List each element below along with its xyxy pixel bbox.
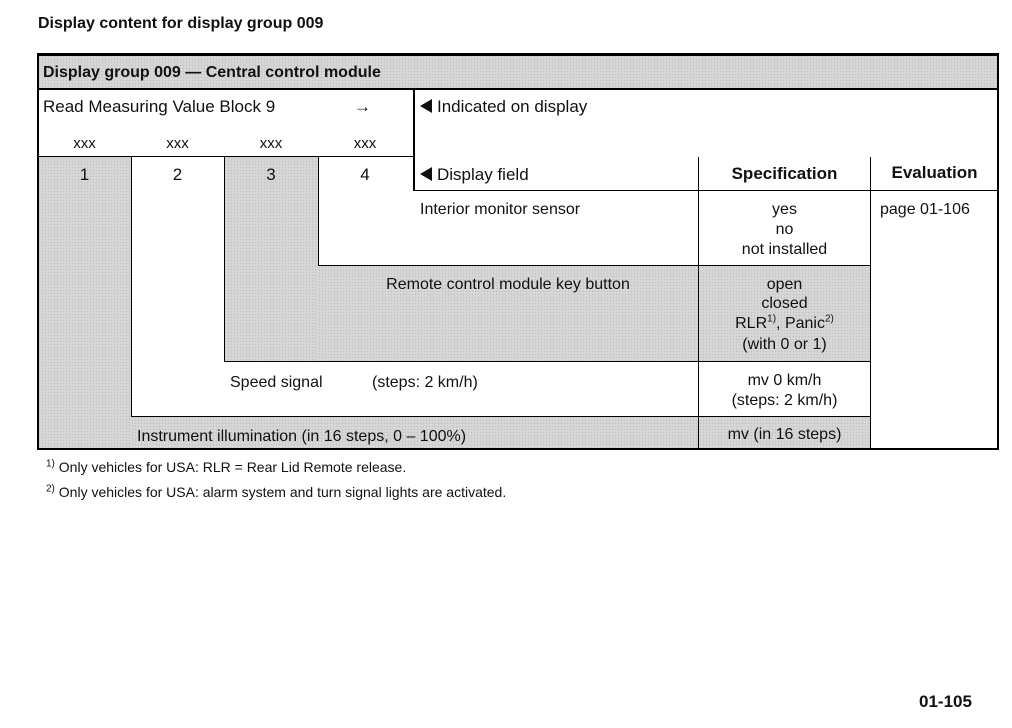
evaluation-page-ref: page 01-106 [880, 201, 970, 218]
spec-speed-steps: (steps: 2 km/h) [731, 392, 838, 409]
read-block-label: Read Measuring Value Block 9 [43, 97, 276, 116]
display-field-header [420, 165, 529, 184]
display-field-label: Display field [437, 165, 529, 184]
field-1-column [38, 157, 131, 449]
instrument-illumination-label: Instrument illumination (in 16 steps, 0 – 100%) [137, 428, 467, 445]
spec-speed-mv: mv 0 km/h [747, 372, 822, 389]
placeholder-1: xxx [73, 135, 96, 152]
field-3-column [224, 157, 318, 361]
spec-illumination: mv (in 16 steps) [727, 426, 842, 443]
evaluation-header: Evaluation [891, 163, 978, 182]
spec-rlr-panic: RLR$^{1)}$, Panic$^{2)}$ [735, 313, 834, 332]
left-triangle-icon [420, 99, 432, 113]
page-heading: Display content for display group 009 [38, 15, 324, 32]
indicated-on-display [420, 97, 587, 116]
speed-signal-steps: (steps: 2 km/h) [372, 374, 478, 391]
placeholder-2: xxx [166, 135, 189, 152]
field-number-1: 1 [79, 165, 90, 184]
placeholder-3: xxx [259, 135, 283, 152]
footnote-1: $^{1)}$ Only vehicles for USA: RLR = Rear Lid Remote release. [46, 458, 407, 475]
specification-header: Specification [731, 164, 838, 183]
left-triangle-icon [420, 167, 432, 181]
right-arrow: → [354, 97, 371, 116]
spec-not-installed: not installed [741, 241, 828, 258]
page-number: 01-105 [919, 692, 972, 711]
speed-signal-label: Speed signal [230, 374, 323, 391]
field-number-4: 4 [360, 165, 370, 184]
indicated-label: Indicated on display [437, 97, 588, 116]
interior-monitor-sensor-label: Interior monitor sensor [420, 201, 581, 218]
placeholder-4: xxx [353, 135, 377, 152]
footnote-2: $^{2)}$ Only vehicles for USA: alarm system and turn signal lights are activated. [46, 483, 507, 500]
spec-no: no [775, 221, 794, 238]
field-number-2: 2 [172, 165, 183, 184]
table-title: Display group 009 — Central control module [43, 64, 381, 81]
spec-closed: closed [761, 295, 808, 312]
spec-with-0-or-1: (with 0 or 1) [742, 336, 827, 353]
spec-open: open [766, 276, 803, 293]
spec-yes: yes [772, 201, 797, 218]
remote-control-key-button-label: Remote control module key button [386, 276, 630, 293]
field-number-3: 3 [266, 165, 276, 184]
